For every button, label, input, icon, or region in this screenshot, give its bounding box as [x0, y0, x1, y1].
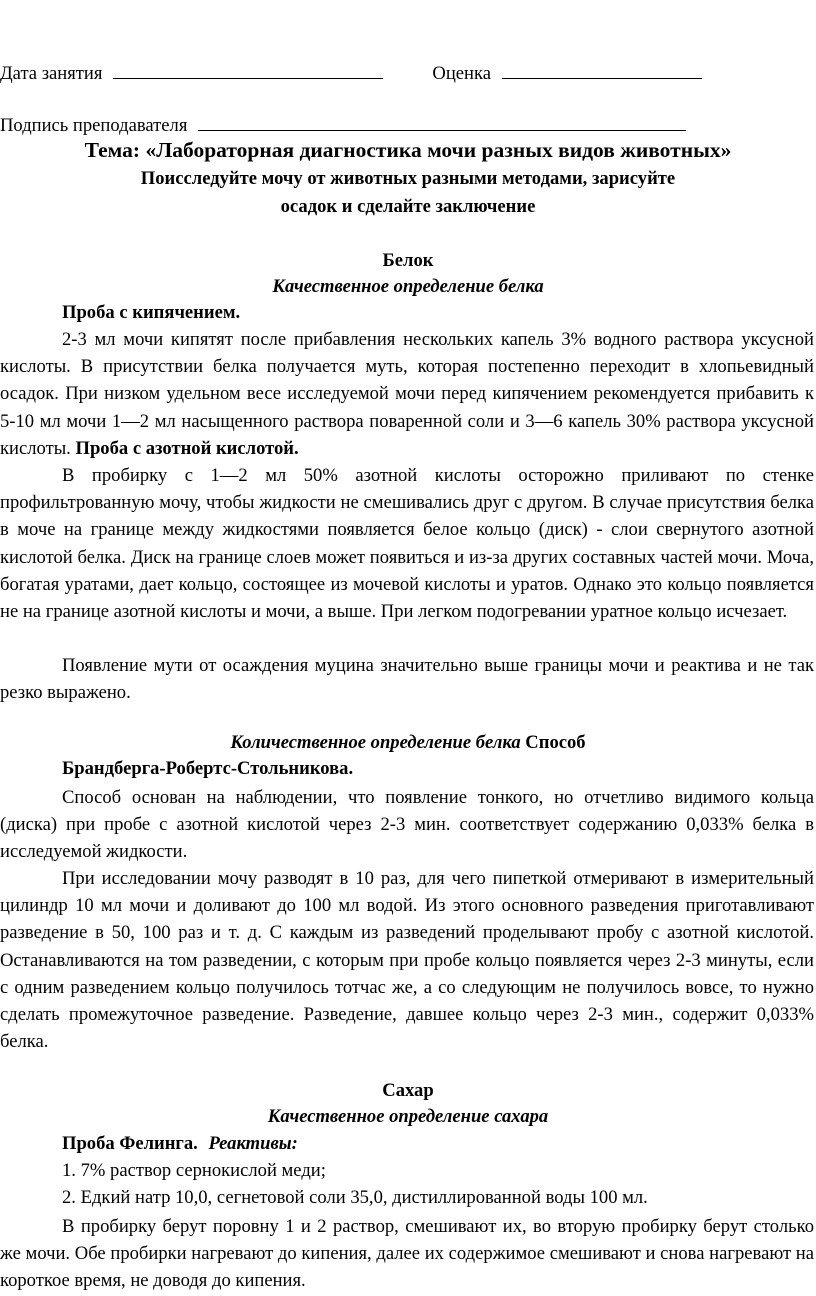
sugar-heading: Сахар [382, 1080, 434, 1101]
boil-test-title: Проба с кипячением. [62, 302, 241, 323]
nitric-test-title: Проба с азотной кислотой. [75, 437, 299, 459]
protein-quant-heading [0, 732, 816, 754]
sugar-qual-heading: Качественное определение сахара [267, 1106, 549, 1127]
sugar-procedure-paragraph: В пробирку берут поровну 1 и 2 раствор, смешивают их, во вторую пробирку берут столько же мочи. Обе пробирки нагревают до кипения, далее их содержимое смешивают и снова нагревают на короткое время, не доводя до кипения. [0, 1216, 814, 1292]
protein-qual-heading: Качественное определение белка [272, 276, 544, 297]
quant-paragraph-2: При исследовании мочу разводят в 10 раз, для чего пипеткой отмеривают в измерительный цилиндр 10 мл мочи и доливают до 100 мл водой. Из этого основного разведения приготавливают разведение в 50, 100 раз и т. д. С каждым из разведений проделывают пробу с азотной кислотой. Останавливаются на том разведении, с которым при пробе кольцо появляется через 2-3 минуты, если с одним разведением кольцо получилось тотчас же, а со следующим не получилось вовсе, то нужно сделать промежуточное разведение. Разведение, давшее кольцо через 2-3 мин., содержит 0,033% белка. [0, 868, 814, 1053]
grade-label: Оценка [432, 63, 492, 84]
mucin-paragraph: Появление мути от осаждения муцина значительно выше границы мочи и реактива и не так резко выражено. [0, 655, 814, 704]
subtitle-line-2: осадок и сделайте заключение [280, 196, 536, 217]
quant-paragraph-1: Способ основан на наблюдении, что появление тонкого, но отчетливо видимого кольца (диска) при пробе с азотной кислотой через 2-3 мин. соответствует содержанию 0,033% белка в исследуемой жидкости. [0, 787, 814, 863]
reagent-1: 1. 7% раствор сернокислой меди; [62, 1160, 326, 1181]
date-label: Дата занятия [0, 63, 103, 84]
signature-blank-line[interactable] [198, 112, 686, 131]
signature-label: Подпись преподавателя [0, 115, 188, 136]
date-blank-line[interactable] [113, 60, 383, 79]
subtitle-line-1: Поисследуйте мочу от животных разными методами, зарисуйте [140, 168, 676, 189]
boil-test-text: 2-3 мл мочи кипятят после прибавления нескольких капель 3% водного раствора уксусной кислоты. В присутствии белка получается муть, которая постепенно переходит в хлопьевидный осадок. При низком удельном весе исследуемой мочи перед кипячением рекомендуется прибавить к 5-10 мл мочи 1—2 мл насыщенного раствора поваренной соли и 3—6 капель 30% раствора уксусной кислоты. [0, 329, 814, 459]
quant-heading-italic: Количественное определение белка [230, 732, 521, 753]
reagents-label: Реактивы: [208, 1133, 298, 1154]
protein-heading: Белок [382, 250, 434, 271]
quant-heading-word: Способ [525, 732, 586, 753]
fehling-title: Проба Фелинга [62, 1133, 194, 1154]
boil-test-paragraph [0, 326, 814, 462]
signature-field-row [0, 112, 686, 137]
fehling-row: Проба Фелинга. Реактивы: [62, 1133, 298, 1154]
page-title: Тема: «Лабораторная диагностика мочи разных видов животных» [84, 138, 732, 162]
nitric-test-paragraph: В пробирку с 1—2 мл 50% азотной кислоты осторожно приливают по стенке профильтрованную мочу, чтобы жидкости не смешивались друг с другом. В случае присутствия белка в моче на границе между жидкостями появляется белое кольцо (диск) - слои свернутого азотной кислотой белка. Диск на границе слоев может появиться и из-за других составных частей мочи. Моча, богатая уратами, дает кольцо, состоящее из мочевой кислоты и уратов. Однако это кольцо появляется не на границе азотной кислоты и мочи, а выше. При легком подогревании уратное кольцо исчезает. [0, 465, 814, 623]
date-field-row [0, 60, 702, 85]
quant-method-name: Брандберга-Робертс-Стольникова. [62, 758, 354, 779]
reagent-2: 2. Едкий натр 10,0, сегнетовой соли 35,0, дистиллированной воды 100 мл. [62, 1187, 648, 1208]
grade-blank-line[interactable] [502, 60, 702, 79]
